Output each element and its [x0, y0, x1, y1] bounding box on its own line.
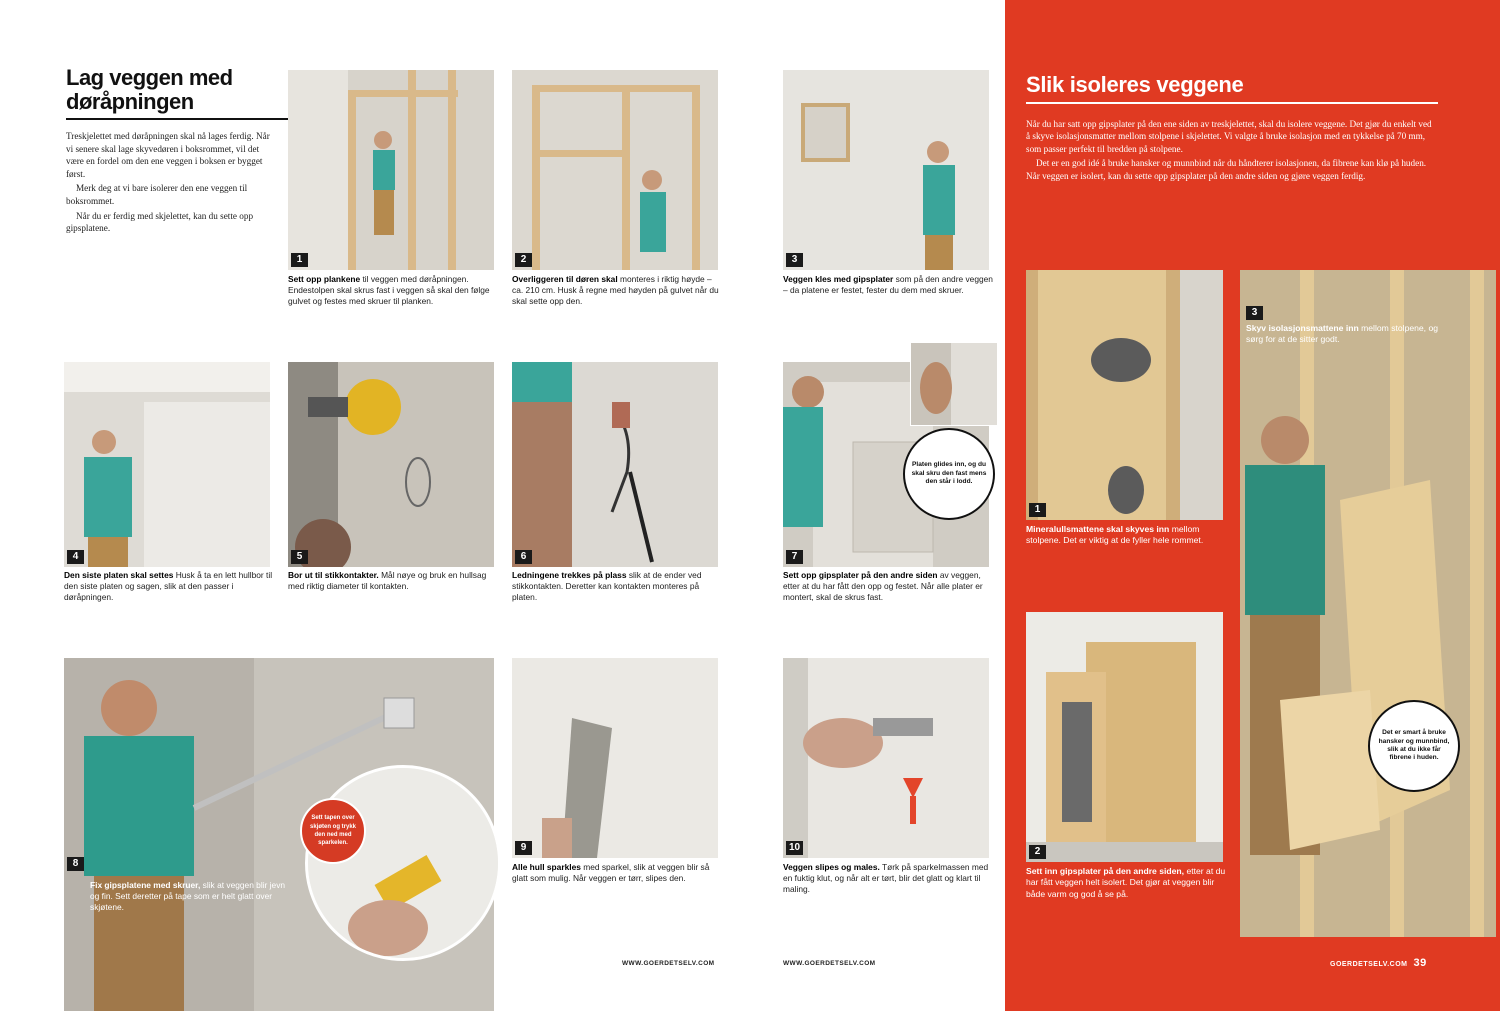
step-number-badge: 9 — [515, 841, 532, 855]
caption-text: til veggen med døråpningen. Endestolpen skal skrus fast i veggen så skal den følge gulvet og festes med skruer til planken. — [288, 274, 490, 307]
step-number-badge: 4 — [67, 550, 84, 564]
step-7-inset-photo — [910, 342, 998, 426]
step-number-badge: 7 — [786, 550, 803, 564]
caption-text: med sparkel, slik at veggen blir så glatt som mulig. Når veggen er tørr, slipes den. — [512, 862, 710, 884]
caption-text: som på den andre veggen – da platene er festet, fester du dem med skruer. — [783, 274, 993, 296]
insulation-step-3-caption — [1246, 306, 1446, 346]
step-3-caption — [783, 274, 993, 296]
step-7-caption — [783, 570, 993, 604]
step-4-photo — [64, 362, 270, 567]
caption-text: Husk å ta en lett hullbor til den siste platen og sagen, slik at den passer i døråpningen. — [64, 570, 273, 603]
step-number-badge: 2 — [1029, 845, 1046, 859]
caption-text: mellom stolpene, og sørg for at de sitter godt. — [1246, 323, 1439, 345]
caption-lead: Skyv isolasjonsmattene inn — [1246, 323, 1359, 333]
insulation-step-2-caption — [1026, 866, 1226, 900]
website-url: WWW.GOERDETSELV.COM — [783, 960, 876, 967]
page-number: 39 — [1413, 957, 1427, 969]
step-number-badge: 6 — [515, 550, 532, 564]
step-10-caption — [783, 862, 993, 896]
intro-paragraph: Merk deg at vi bare isolerer den ene veggen til boksrommet. — [66, 183, 248, 206]
caption-lead: Sett opp plankene — [288, 274, 361, 284]
step-number-badge: 3 — [786, 253, 803, 267]
step-number-badge: 2 — [515, 253, 532, 267]
left-intro — [66, 130, 278, 237]
magazine-name: GOERDETSELV.COM — [1330, 961, 1408, 968]
title-divider — [1026, 102, 1438, 104]
caption-text: Mål nøye og bruk en hullsag med riktig diameter til kontakten. — [288, 570, 487, 592]
caption-text: mellom stolpene. Det er viktig at de fyller hele rommet. — [1026, 524, 1204, 546]
caption-lead: Fix gipsplatene med skruer, — [90, 880, 201, 890]
caption-lead: Sett opp gipsplater på den andre siden — [783, 570, 938, 580]
title-divider — [66, 118, 290, 120]
step-2-caption — [512, 274, 722, 308]
step-2-photo — [512, 70, 718, 270]
step-8-caption — [90, 880, 290, 914]
step-3-photo — [783, 70, 989, 270]
intro-paragraph: Når du har satt opp gipsplater på den ene siden av treskjelettet, skal du isolere veggene. Det gjør du enkelt ved å skyve isolasjonsmatter mellom stolpene i skjelettet. Vi valgte å bruke isolasjon med en tykkelse på 70 mm, som passer perfekt til bredden på stolpene. — [1026, 119, 1432, 154]
insulation-step-1-caption — [1026, 524, 1226, 547]
step-6-caption — [512, 570, 722, 604]
step-number-badge: 10 — [786, 841, 803, 855]
caption-lead: Veggen kles med gipsplater — [783, 274, 894, 284]
caption-lead: Ledningene trekkes på plass — [512, 570, 627, 580]
step-number-badge: 1 — [1029, 503, 1046, 517]
step-4-caption — [64, 570, 274, 604]
left-title: Lag veggen med døråpningen — [66, 65, 233, 114]
caption-lead: Bor ut til stikkontakter. — [288, 570, 379, 580]
intro-paragraph: Når du er ferdig med skjelettet, kan du sette opp gipsplatene. — [66, 210, 254, 234]
caption-lead: Den siste platen skal settes — [64, 570, 174, 580]
caption-text: etter at du har fått veggen helt isolert. Det gjør at veggen blir både varm og god å se på. — [1026, 866, 1226, 899]
step-number-badge: 1 — [291, 253, 308, 267]
step-1-photo — [288, 70, 494, 270]
right-title: Slik isoleres veggene — [1026, 72, 1244, 97]
speech-bubble: Sett tapen over skjøten og trykk den ned med sparkelen. — [300, 798, 366, 864]
step-5-photo — [288, 362, 494, 567]
step-9-caption — [512, 862, 722, 884]
speech-bubble: Platen glides inn, og du skal skru den fast mens den står i lodd. — [903, 428, 995, 520]
caption-lead: Veggen slipes og males. — [783, 862, 880, 872]
caption-text: slik at veggen blir jevn og fin. Sett deretter på tape som er helt glatt over skjøtene. — [90, 880, 286, 913]
insulation-step-1-photo — [1026, 270, 1223, 520]
step-9-photo — [512, 658, 718, 858]
caption-text: av veggen, etter at du har fått den opp og festet. Når alle plater er montert, skal de skrus fast. — [783, 570, 983, 603]
step-5-caption — [288, 570, 498, 592]
caption-lead: Overliggeren til døren skal — [512, 274, 618, 284]
step-number-badge: 3 — [1246, 306, 1263, 320]
insulation-step-2-photo — [1026, 612, 1223, 862]
page-footer — [1330, 957, 1427, 969]
speech-bubble: Det er smart å bruke hansker og munnbind, slik at du ikke får fibrene i huden. — [1368, 700, 1460, 792]
caption-text: monteres i riktig høyde – ca. 210 cm. Husk å regne med høyden på gulvet når du skal sette opp den. — [512, 274, 719, 307]
intro-paragraph: Treskjelettet med døråpningen skal nå lages ferdig. Når vi senere skal lage skyvedøren i boksrommet, vil det være en fordel om den ene veggen i boksen er bygget først. — [66, 131, 270, 179]
step-number-badge: 5 — [291, 550, 308, 564]
caption-text: slik at de ender ved stikkontakten. Deretter kan kontakten monteres på platen. — [512, 570, 702, 603]
step-1-caption — [288, 274, 498, 308]
insulation-step-3-photo — [1240, 270, 1496, 937]
caption-lead: Mineralullsmattene skal skyves inn — [1026, 524, 1170, 534]
website-url: WWW.GOERDETSELV.COM — [622, 960, 715, 967]
intro-paragraph: Det er en god idé å bruke hansker og munnbind når du håndterer isolasjonen, da fibrene kan klø på huden. Når veggen er isolert, kan du sette opp gipsplater på den andre siden og gjøre veggen ferdig. — [1026, 158, 1427, 181]
caption-lead: Sett inn gipsplater på den andre siden, — [1026, 866, 1185, 876]
caption-lead: Alle hull sparkles — [512, 862, 581, 872]
caption-text: Tørk på sparkelmassen med en fuktig klut, og når alt er tørt, blir det glatt og klart til maling. — [783, 862, 989, 895]
right-intro — [1026, 118, 1434, 184]
step-6-photo — [512, 362, 718, 567]
step-10-photo — [783, 658, 989, 858]
step-number-badge: 8 — [67, 857, 84, 871]
